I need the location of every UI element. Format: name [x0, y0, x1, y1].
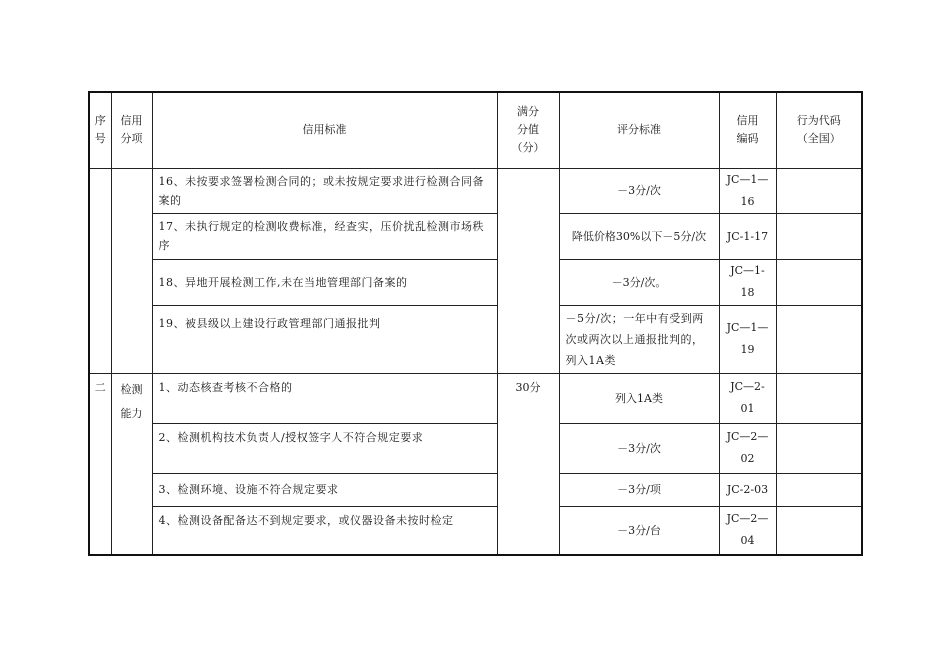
header-category: 信用 分项	[111, 92, 152, 168]
behavior-code-cell	[776, 259, 862, 305]
scoring-cell: －3分/次	[559, 168, 719, 213]
code-cell: JC—2— 04	[719, 506, 776, 555]
table-row	[89, 168, 862, 213]
table-row	[89, 259, 862, 305]
behavior-code-cell	[776, 213, 862, 259]
code-cell: JC—1— 16	[719, 168, 776, 213]
header-seq: 序 号	[89, 92, 111, 168]
scoring-cell: －3分/次	[559, 423, 719, 473]
standard-cell: 19、被县级以上建设行政管理部门通报批判	[152, 305, 497, 373]
scoring-cell: －3分/次。	[559, 259, 719, 305]
scoring-cell: －5分/次；一年中有受到两次或两次以上通报批判的，列入1A类	[559, 305, 719, 373]
standard-cell: 18、异地开展检测工作,未在当地管理部门备案的	[152, 259, 497, 305]
scoring-cell: 降低价格30%以下－5分/次	[559, 213, 719, 259]
table-row	[89, 506, 862, 555]
table-row	[89, 423, 862, 473]
header-behavior-code: 行为代码 （全国）	[776, 92, 862, 168]
behavior-code-cell	[776, 423, 862, 473]
credit-standard-table	[88, 91, 863, 556]
standard-cell: 2、检测机构技术负责人/授权签字人不符合规定要求	[152, 423, 497, 473]
standard-cell: 4、检测设备配备达不到规定要求，或仪器设备未按时检定	[152, 506, 497, 555]
category-cell-empty	[111, 168, 152, 373]
scoring-cell: －3分/项	[559, 473, 719, 506]
code-cell: JC—2— 02	[719, 423, 776, 473]
table-row	[89, 373, 862, 423]
seq-cell-empty	[89, 168, 111, 373]
header-row	[89, 92, 862, 168]
scoring-cell: 列入1A类	[559, 373, 719, 423]
code-cell: JC-2-03	[719, 473, 776, 506]
behavior-code-cell	[776, 373, 862, 423]
header-standard: 信用标准	[152, 92, 497, 168]
header-code: 信用 编码	[719, 92, 776, 168]
table-row	[89, 305, 862, 373]
code-cell: JC—2- 01	[719, 373, 776, 423]
header-full-score: 满分 分值 （分）	[497, 92, 559, 168]
behavior-code-cell	[776, 473, 862, 506]
full-score-cell-empty	[497, 168, 559, 373]
behavior-code-cell	[776, 506, 862, 555]
header-scoring: 评分标准	[559, 92, 719, 168]
behavior-code-cell	[776, 305, 862, 373]
table-row	[89, 473, 862, 506]
standard-cell: 17、未执行规定的检测收费标准，经查实，压价扰乱检测市场秩序	[152, 213, 497, 259]
standard-cell: 3、检测环境、设施不符合规定要求	[152, 473, 497, 506]
behavior-code-cell	[776, 168, 862, 213]
code-cell: JC—1— 19	[719, 305, 776, 373]
standard-cell: 16、未按要求签署检测合同的；或未按规定要求进行检测合同备案的	[152, 168, 497, 213]
code-cell: JC-1-17	[719, 213, 776, 259]
group-category: 检测 能力	[111, 373, 152, 555]
table-row	[89, 213, 862, 259]
group-seq: 二	[89, 373, 111, 555]
standard-cell: 1、动态核查考核不合格的	[152, 373, 497, 423]
group-full-score: 30分	[497, 373, 559, 555]
scoring-cell: －3分/台	[559, 506, 719, 555]
code-cell: JC—1- 18	[719, 259, 776, 305]
